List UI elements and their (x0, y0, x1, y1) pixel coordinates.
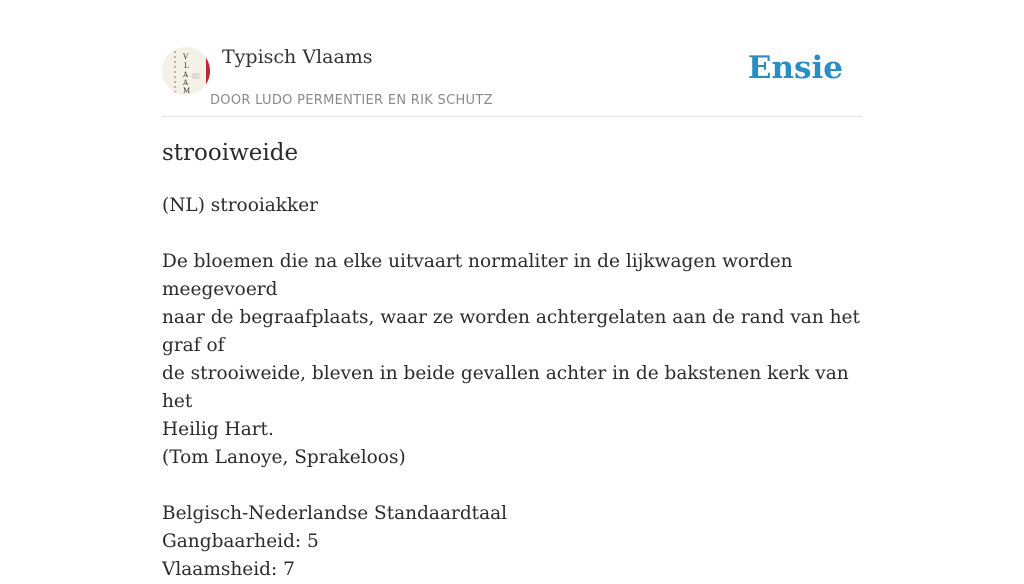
svg-text:M: M (183, 87, 191, 95)
book-title-link[interactable]: Typisch Vlaams (222, 46, 373, 68)
svg-text:A: A (183, 79, 189, 87)
book-cover-icon (162, 47, 210, 95)
language-variant: Belgisch-Nederlandse Standaardtaal (162, 503, 508, 524)
ensie-logo[interactable]: Ensie (747, 50, 843, 86)
entry-card (162, 0, 862, 580)
svg-text:V: V (183, 53, 189, 61)
book-cover-avatar[interactable] (162, 47, 210, 95)
quote-source: (Tom Lanoye, Sprakeloos) (162, 447, 406, 468)
quote-line: naar de begraafplaats, waar ze worden achtergelaten aan de rand van het graf of (162, 307, 860, 356)
spacer (162, 472, 862, 500)
quote-line: Heilig Hart. (162, 419, 274, 440)
entry-body (162, 192, 862, 584)
entry-header (162, 0, 862, 117)
quote-line: De bloemen die na elke uitvaart normaliter in de lijkwagen worden meegevoerd (162, 251, 793, 300)
svg-text:A: A (183, 71, 189, 79)
svg-text:L: L (184, 62, 189, 70)
entry-title: strooiweide (162, 140, 299, 166)
nl-equivalent: (NL) strooiakker (162, 195, 318, 216)
quote-line: de strooiweide, bleven in beide gevallen achter in de bakstenen kerk van het (162, 363, 849, 412)
vlaamsheid-score: Vlaamsheid: 7 (162, 559, 295, 580)
book-authors: DOOR LUDO PERMENTIER EN RIK SCHUTZ (210, 93, 493, 108)
gangbaarheid-score: Gangbaarheid: 5 (162, 531, 319, 552)
spacer (162, 220, 862, 248)
